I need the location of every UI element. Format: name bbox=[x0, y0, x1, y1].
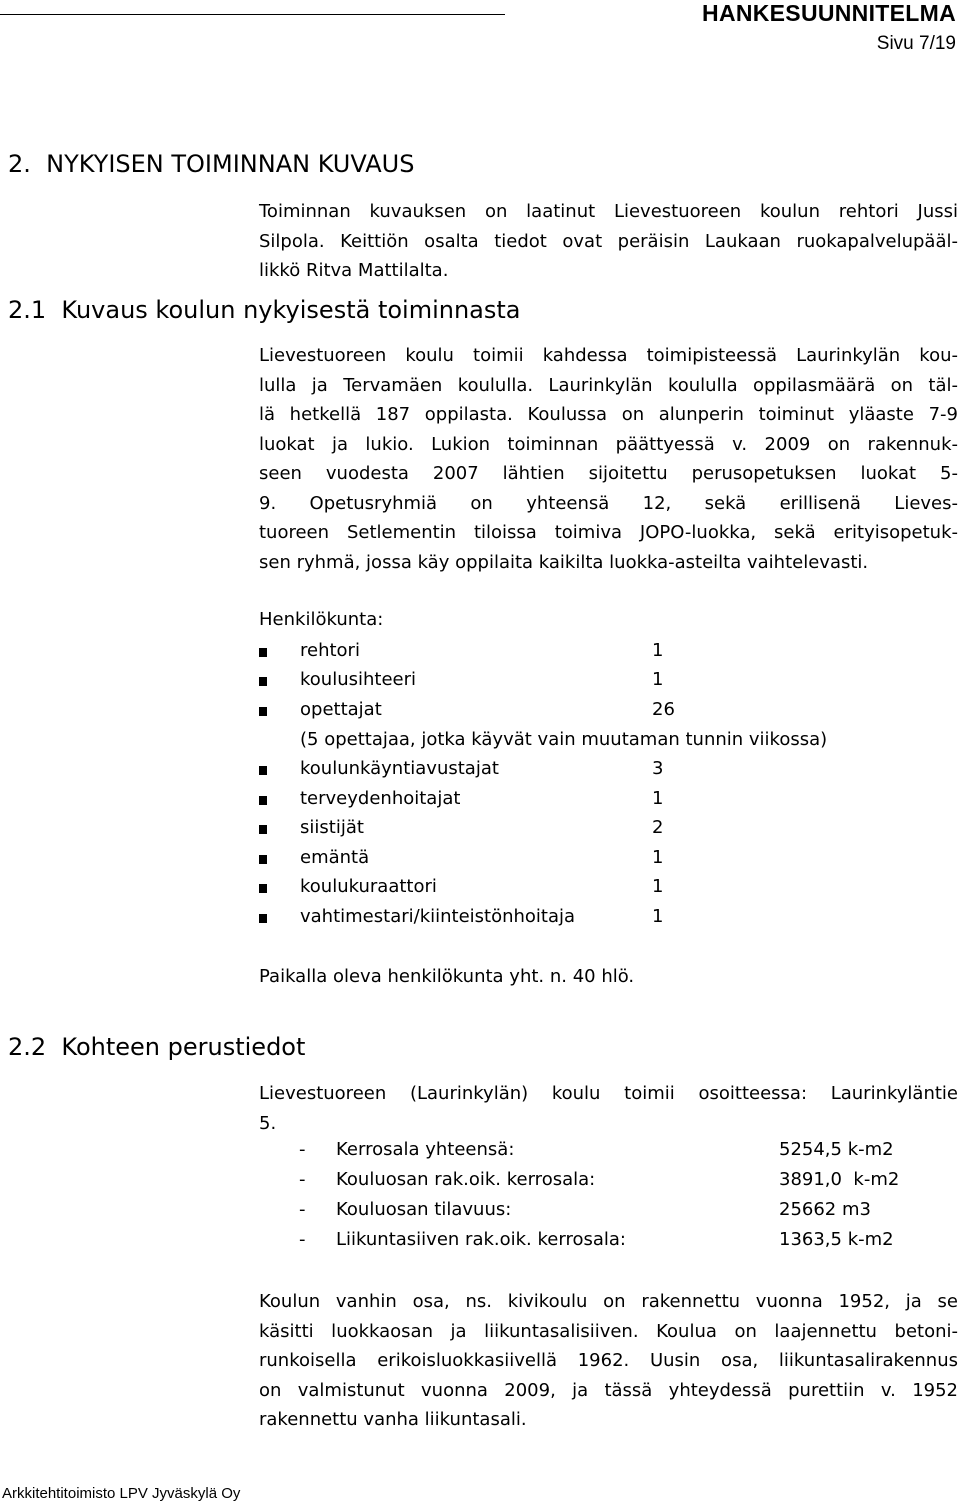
body-line: lä hetkellä 187 oppilasta. Koulussa on alunperin toiminut yläaste 7-9 bbox=[259, 404, 958, 425]
spec-value: 5254,5 k-m2 bbox=[779, 1139, 894, 1160]
staff-role: koulusihteeri bbox=[300, 669, 417, 690]
bullet-icon bbox=[259, 825, 267, 834]
spec-value: 25662 m3 bbox=[779, 1199, 871, 1220]
staff-total: Paikalla oleva henkilökunta yht. n. 40 hlö. bbox=[259, 966, 635, 987]
dash-bullet: - bbox=[299, 1169, 306, 1190]
spec-value: 3891,0 k-m2 bbox=[779, 1169, 900, 1190]
staff-count: 1 bbox=[652, 876, 664, 897]
body-line: tuoreen Setlementin tiloissa toimiva JOPO-luokka, sekä erityisopetuk- bbox=[259, 522, 958, 543]
teacher-note: (5 opettajaa, jotka käyvät vain muutaman tunnin viikossa) bbox=[300, 729, 828, 750]
spec-label: Liikuntasiiven rak.oik. kerrosala: bbox=[336, 1229, 626, 1250]
bullet-icon bbox=[259, 648, 267, 657]
spec-label: Kouluosan tilavuus: bbox=[336, 1199, 512, 1220]
address-line: 5. bbox=[259, 1112, 277, 1134]
spec-label: Kouluosan rak.oik. kerrosala: bbox=[336, 1169, 596, 1190]
body-line: Lievestuoreen koulu toimii kahdessa toimipisteessä Laurinkylän kou- bbox=[259, 345, 958, 366]
staff-label: Henkilökunta: bbox=[259, 609, 384, 630]
bullet-icon bbox=[259, 707, 267, 716]
history-line: runkoisella erikoisluokkasiivellä 1962. Uusin osa, liikuntasalirakennus bbox=[259, 1350, 958, 1371]
bullet-icon bbox=[259, 855, 267, 864]
staff-role: emäntä bbox=[300, 847, 370, 868]
document-title: HANKESUUNNITELMA bbox=[702, 0, 956, 26]
staff-role: siistijät bbox=[300, 817, 364, 838]
body-line: lulla ja Tervamäen koululla. Laurinkylän koululla oppilasmäärä on täl- bbox=[259, 374, 958, 396]
bullet-icon bbox=[259, 914, 267, 923]
history-line: on valmistunut vuonna 2009, ja tässä yhteydessä purettiin v. 1952 bbox=[259, 1379, 958, 1401]
staff-role: rehtori bbox=[300, 640, 360, 661]
spec-label: Kerrosala yhteensä: bbox=[336, 1139, 515, 1160]
page-number: Sivu 7/19 bbox=[876, 33, 956, 54]
bullet-icon bbox=[259, 796, 267, 805]
dash-bullet: - bbox=[299, 1199, 306, 1220]
history-line: käsitti luokkaosan ja liikuntasalisiiven. Koulua on laajennettu betoni- bbox=[259, 1320, 958, 1342]
intro-line: likkö Ritva Mattilalta. bbox=[259, 260, 449, 281]
body-line: 9. Opetusryhmiä on yhteensä 12, sekä erillisenä Lieves- bbox=[259, 492, 958, 514]
staff-count: 2 bbox=[652, 817, 664, 838]
section-2-intro bbox=[259, 197, 958, 286]
staff-count: 1 bbox=[652, 640, 664, 661]
bullet-icon bbox=[259, 766, 267, 775]
staff-role: koulunkäyntiavustajat bbox=[300, 758, 499, 779]
staff-count: 1 bbox=[652, 788, 664, 809]
bullet-icon bbox=[259, 884, 267, 893]
staff-role: opettajat bbox=[300, 699, 382, 720]
history-paragraph bbox=[259, 1287, 958, 1435]
history-line: rakennettu vanha liikuntasali. bbox=[259, 1409, 527, 1430]
intro-line: Toiminnan kuvauksen on laatinut Lievestuoreen koulun rehtori Jussi bbox=[259, 201, 958, 222]
staff-count: 1 bbox=[652, 669, 664, 690]
footer-company: Arkkitehtitoimisto LPV Jyväskylä Oy bbox=[2, 1485, 241, 1502]
history-line: Koulun vanhin osa, ns. kivikoulu on rakennettu vuonna 1952, ja se bbox=[259, 1291, 958, 1312]
intro-line: Silpola. Keittiön osalta tiedot ovat peräisin Laukaan ruokapalvelupääl- bbox=[259, 230, 958, 252]
staff-count: 26 bbox=[652, 699, 675, 720]
body-line: seen vuodesta 2007 lähtien sijoitettu perusopetuksen luokat 5- bbox=[259, 463, 958, 484]
staff-role: koulukuraattori bbox=[300, 876, 437, 897]
staff-role: terveydenhoitajat bbox=[300, 788, 461, 809]
dash-bullet: - bbox=[299, 1229, 306, 1250]
bullet-icon bbox=[259, 677, 267, 686]
dash-bullet: - bbox=[299, 1139, 306, 1160]
section-2-1-heading: 2.1 Kuvaus koulun nykyisestä toiminnasta bbox=[8, 296, 521, 324]
section-2-1-body bbox=[259, 341, 958, 577]
address-paragraph bbox=[259, 1079, 958, 1138]
staff-role: vahtimestari/kiinteistönhoitaja bbox=[300, 906, 576, 927]
section-2-2-heading: 2.2 Kohteen perustiedot bbox=[8, 1033, 306, 1061]
body-line: luokat ja lukio. Lukion toiminnan päättyessä v. 2009 on rakennuk- bbox=[259, 433, 958, 455]
staff-count: 3 bbox=[652, 758, 664, 779]
staff-count: 1 bbox=[652, 847, 664, 868]
section-2-heading: 2. NYKYISEN TOIMINNAN KUVAUS bbox=[8, 150, 415, 178]
spec-value: 1363,5 k-m2 bbox=[779, 1229, 894, 1250]
body-line: sen ryhmä, jossa käy oppilaita kaikilta luokka-asteilta vaihtelevasti. bbox=[259, 551, 869, 573]
header-rule bbox=[0, 14, 505, 15]
staff-count: 1 bbox=[652, 906, 664, 927]
address-line: Lievestuoreen (Laurinkylän) koulu toimii osoitteessa: Laurinkyläntie bbox=[259, 1083, 958, 1104]
